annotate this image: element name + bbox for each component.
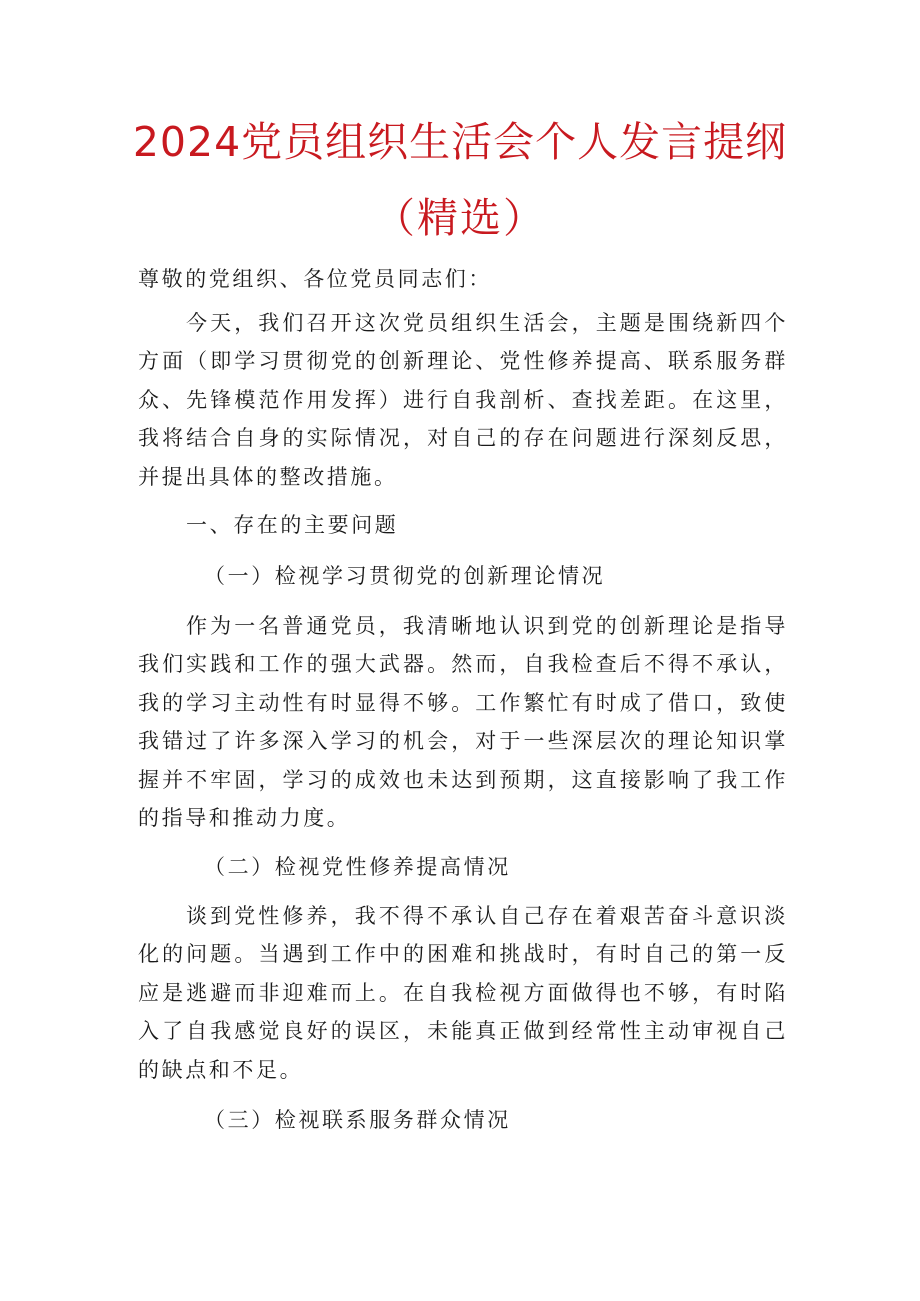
subsection-heading-party-spirit: （二）检视党性修养提高情况 xyxy=(204,855,511,879)
subsection-heading-serving-masses: （三）检视联系服务群众情况 xyxy=(204,1108,511,1132)
intro-paragraph: 今天，我们召开这次党员组织生活会，主题是围绕新四个方面（即学习贯彻党的创新理论、党性修养提高、联系服务群众、先锋模范作用发挥）进行自我剖析、查找差距。在这里，我将结合自身的实际情况，对自己的存在问题进行深刻反思，并提出具体的整改措施。 xyxy=(138,311,788,489)
section-heading-problems: 一、存在的主要问题 xyxy=(186,513,399,537)
subsection-heading-theory: （一）检视学习贯彻党的创新理论情况 xyxy=(204,564,606,588)
subsection-body-party-spirit: 谈到党性修养，我不得不承认自己存在着艰苦奋斗意识淡化的问题。当遇到工作中的困难和挑战时，有时自己的第一反应是逃避而非迎难而上。在自我检视方面做得也不够，有时陷入了自我感觉良好的误区，未能真正做到经常性主动审视自己的缺点和不足。 xyxy=(138,904,788,1082)
salutation: 尊敬的党组织、各位党员同志们： xyxy=(138,267,492,291)
subsection-body-theory: 作为一名普通党员，我清晰地认识到党的创新理论是指导我们实践和工作的强大武器。然而，自我检查后不得不承认，我的学习主动性有时显得不够。工作繁忙有时成了借口，致使我错过了许多深入学习的机会，对于一些深层次的理论知识掌握并不牢固，学习的成效也未达到预期，这直接影响了我工作的指导和推动力度。 xyxy=(138,614,788,831)
document-title: 2024党员组织生活会个人发言提纲 xyxy=(132,118,788,166)
document-subtitle: （精选） xyxy=(374,194,546,242)
